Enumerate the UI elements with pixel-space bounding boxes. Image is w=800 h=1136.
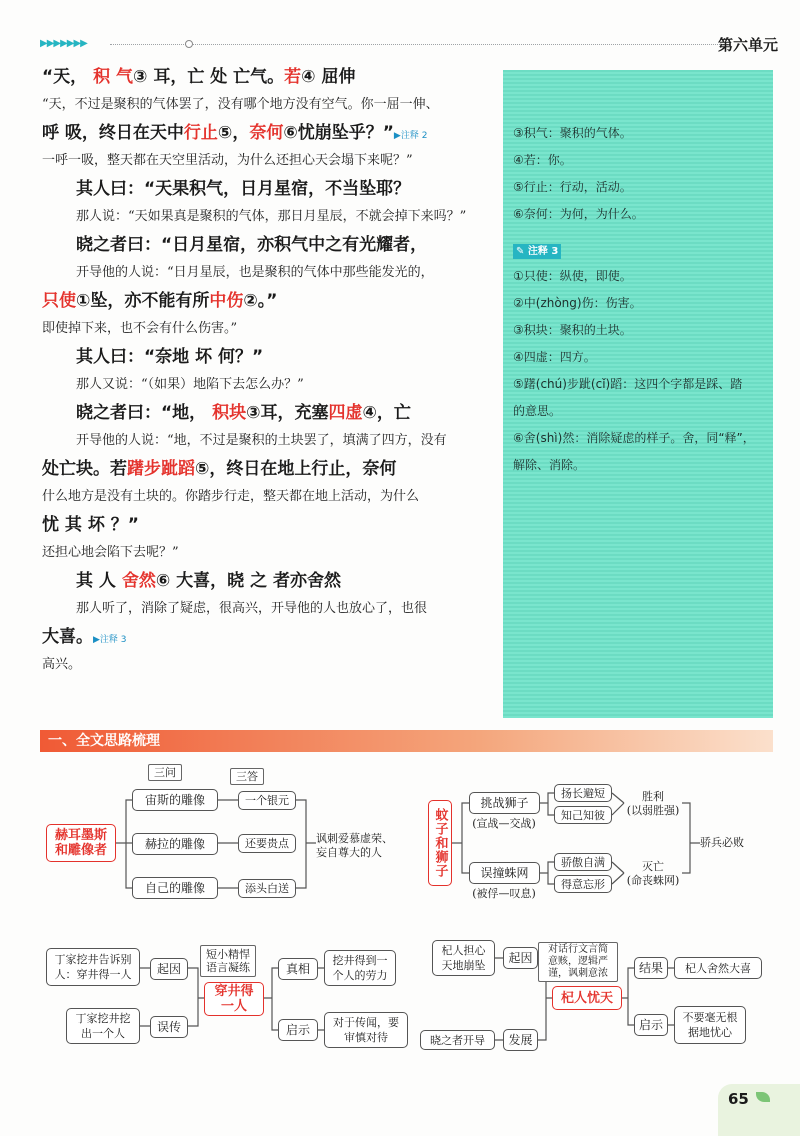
text-span: 开导他的人说：“日月星辰，也是聚积的气体中那些能发光的， (76, 265, 434, 280)
text-span: 那人听了，消除了疑虑，很高兴，开导他的人也放心了，也很 (76, 601, 428, 616)
mindmap-answer-2: 还要贵点 (238, 834, 296, 853)
mindmap-center-qiren: 杞人忧天 (552, 986, 622, 1010)
keyword: 行止 (183, 123, 218, 143)
text-span: 那人又说：“（如果）地陷下去怎么办？” (76, 377, 304, 392)
keyword: 四虚 (328, 403, 363, 423)
mindmap-result-hermes: 讽刺爱慕虚荣、 妄自尊大的人 (316, 832, 393, 859)
text-span: ①坠，亦不能有所 (76, 291, 210, 311)
mindmap-node-challenge: 挑战狮子 (469, 792, 540, 814)
text-span: 一呼一吸，整天都在天空里活动，为什么还担心天会塌下来呢？” (42, 153, 413, 168)
note-item: ①只使：纵使，即使。 (513, 269, 632, 283)
note-item: ⑥奈何：为何，为什么。 (513, 207, 644, 221)
mindmap-result-detail: 杞人舍然大喜 (674, 957, 762, 979)
text-span: ⑥忧崩坠乎？” (283, 123, 394, 143)
mindmap-event-worry: 杞人担心 天地崩坠 (432, 940, 495, 976)
text-span: 呼 吸，终日在天中 (42, 123, 184, 143)
mindmap-style-tag-2: 对话行文言简 意赅，逻辑严 谨，讽刺意浓 (538, 942, 618, 982)
text-span: 其人曰：“奈地 坏 何？” (76, 347, 264, 367)
text-span: ③ 耳，亡 处 亡气。 (133, 67, 285, 87)
page-number: 65 (728, 1090, 749, 1108)
text-span: 处亡块。若 (42, 459, 127, 479)
mindmap-outcome-win: 胜利 (以弱胜强) (626, 790, 680, 817)
arrow-decoration-icon: ▶▶▶▶▶▶▶ (40, 38, 87, 49)
note-link[interactable]: ▶注释 2 (393, 131, 428, 141)
mindmap-node-lesson: 启示 (278, 1019, 318, 1041)
text-span: ④，亡 (362, 403, 411, 423)
text-span: “天，不过是聚积的气体罢了，没有哪个地方没有空气。你一屈一伸、 (42, 97, 439, 112)
mindmap-node-self: 自己的雕像 (132, 877, 218, 899)
note-item: ⑥舍(shì)然：消除疑虑的样子。舍，同“释”， (513, 431, 755, 445)
mindmap-event-explain: 晓之者开导 (420, 1030, 495, 1050)
mindmap-result-mosquito: 骄兵必败 (700, 836, 744, 849)
text-span: ⑥ 大喜，晓 之 者亦舍然 (155, 571, 341, 591)
keyword: 躇步跐蹈 (127, 459, 195, 479)
note-item: ②中(zhòng)伤：伤害。 (513, 296, 642, 310)
text-span: 大喜。 (42, 627, 93, 647)
mindmap-node-develop: 发展 (503, 1029, 538, 1051)
note-tag: ✎ 注释 3 (513, 244, 561, 259)
mindmap-node-rumor: 误传 (150, 1016, 188, 1038)
mindmap-lesson-detail-2: 不要毫无根 据地忧心 (674, 1006, 746, 1044)
note-item: ⑤行止：行动，活动。 (513, 180, 632, 194)
text-span: 那人说：“天如果真是聚积的气体，那日月星辰，不就会掉下来吗？” (76, 209, 467, 224)
keyword: 舍然 (121, 571, 156, 591)
mindmap-truth-detail: 挖井得到一 个人的劳力 (324, 950, 396, 986)
leaf-icon (756, 1092, 770, 1102)
mindmap-note-web: (被俘—叹息) (472, 887, 536, 900)
mindmap-style-tag: 短小精悍 语言凝练 (200, 945, 256, 977)
text-span: ②。” (243, 291, 278, 311)
keyword: 奈何 (249, 123, 284, 143)
note-item: ③积气：聚积的气体。 (513, 126, 632, 140)
mindmap-center-well: 穿井得 一人 (204, 982, 264, 1016)
note-link[interactable]: ▶注释 3 (93, 635, 127, 645)
mindmap-outcome-die: 灭亡 (命丧蛛网) (626, 860, 680, 887)
text-span: 晓之者曰：“地， (76, 403, 213, 423)
text-span: “天， (42, 67, 94, 87)
text-span: 高兴。 (42, 657, 82, 672)
keyword: 只使 (42, 291, 76, 311)
page-number-tab (718, 1084, 800, 1136)
note-item: ④四虚：四方。 (513, 350, 596, 364)
text-span: ⑤，终日在地上行止，奈何 (195, 459, 397, 479)
text-span: 晓之者曰：“日月星宿，亦积气中之有光耀者， (76, 235, 428, 255)
mindmap-node-hera: 赫拉的雕像 (132, 833, 218, 855)
mindmap-node-cause-2: 起因 (503, 947, 538, 969)
text-span: 什么地方是没有土块的。你踏步行走，整天都在地上活动，为什么 (42, 489, 420, 504)
keyword: 中伤 (209, 291, 244, 311)
note-tag-label: 注释 3 (527, 246, 559, 257)
note-item: ③积块：聚积的土块。 (513, 323, 632, 337)
note-item: 解除、消除。 (513, 458, 586, 472)
note-item: 的意思。 (513, 404, 562, 418)
mindmap-answer-3: 添头白送 (238, 879, 296, 898)
section-title: 一、全文思路梳理 (40, 730, 773, 752)
keyword: 积块 (212, 403, 247, 423)
unit-title: 第六单元 (718, 36, 779, 54)
mindmap-trait-4: 得意忘形 (554, 875, 612, 893)
mindmap-center-mosquito: 蚊子和狮子 (428, 800, 452, 886)
text-span: 其人曰：“天果积气，日月星宿，不当坠耶？ (76, 179, 411, 199)
mindmap-lesson-detail: 对于传闻，要 审慎对待 (324, 1012, 408, 1048)
text-span: 开导他的人说：“地，不过是聚积的土块罢了，填满了四方，没有 (76, 433, 447, 448)
mindmap-center-hermes: 赫耳墨斯 和雕像者 (46, 824, 116, 862)
mindmap-tag-san-da: 三答 (230, 768, 264, 785)
text-span: 其 人 (76, 571, 122, 591)
mindmap-note-challenge: (宣战—交战) (472, 817, 536, 830)
note-item: ④若：你。 (513, 153, 572, 167)
keyword: 积 气 (93, 67, 134, 87)
text-span: 忧 其 坏 ？” (42, 515, 139, 535)
mindmap-event-tell: 丁家挖井告诉别 人：穿井得一人 (46, 948, 140, 986)
mindmap-trait-1: 扬长避短 (554, 784, 612, 802)
text-span: 即使掉下来，也不会有什么伤害。” (42, 321, 238, 336)
text-span: ③耳，充塞 (246, 403, 329, 423)
mindmap-tag-san-wen: 三问 (148, 764, 182, 781)
mindmap-trait-2: 知己知彼 (554, 806, 612, 824)
mindmap-node-lesson-2: 启示 (634, 1014, 668, 1036)
mindmap-trait-3: 骄傲自满 (554, 853, 612, 871)
text-span: 还担心地会陷下去呢？” (42, 545, 179, 560)
mindmap-node-cause: 起因 (150, 958, 188, 980)
note-item: ⑤躇(chú)步跐(cǐ)蹈：这四个字都是踩、踏 (513, 377, 743, 391)
text-span: ⑤， (217, 123, 250, 143)
mindmap-node-result: 结果 (634, 957, 668, 979)
mindmap-node-zeus: 宙斯的雕像 (132, 789, 218, 811)
mindmap-node-web: 误撞蛛网 (469, 862, 540, 884)
keyword: 若 (284, 67, 302, 87)
mindmap-answer-1: 一个银元 (238, 791, 296, 810)
mindmap-node-truth: 真相 (278, 958, 318, 980)
mindmap-event-dig: 丁家挖井挖 出一个人 (66, 1008, 140, 1044)
text-span: ④ 屈伸 (301, 67, 356, 87)
